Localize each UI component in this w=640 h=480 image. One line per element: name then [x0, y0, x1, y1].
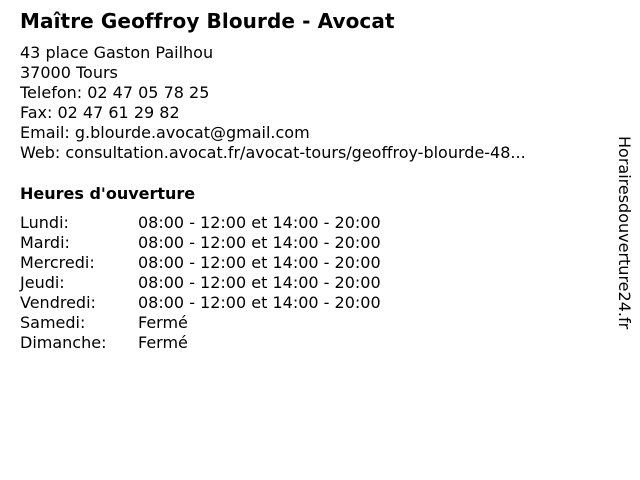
hours-row-saturday	[20, 313, 381, 333]
business-name: Maître Geoffroy Blourde - Avocat	[20, 9, 395, 33]
day-label: Jeudi:	[20, 273, 65, 292]
email-line: Email: g.blourde.avocat@gmail.com	[20, 123, 310, 142]
contact-info	[20, 43, 526, 163]
day-label: Mardi:	[20, 233, 70, 252]
hours-row-wednesday	[20, 253, 381, 273]
time-value: Fermé	[138, 313, 188, 332]
time-value: 08:00 - 12:00 et 14:00 - 20:00	[138, 273, 381, 292]
time-value: 08:00 - 12:00 et 14:00 - 20:00	[138, 233, 381, 252]
hours-row-sunday	[20, 333, 381, 353]
time-value: 08:00 - 12:00 et 14:00 - 20:00	[138, 293, 381, 312]
time-value: Fermé	[138, 333, 188, 352]
hours-row-thursday	[20, 273, 381, 293]
day-label: Mercredi:	[20, 253, 95, 272]
site-watermark: Horairesdouverture24.fr	[615, 136, 634, 330]
day-label: Lundi:	[20, 213, 69, 232]
hours-row-friday	[20, 293, 381, 313]
hours-row-monday	[20, 213, 381, 233]
fax-line: Fax: 02 47 61 29 82	[20, 103, 180, 122]
address-line-2: 37000 Tours	[20, 63, 118, 82]
web-line: Web: consultation.avocat.fr/avocat-tours/geoffroy-blourde-48...	[20, 143, 526, 162]
address-line-1: 43 place Gaston Pailhou	[20, 43, 214, 62]
phone-line: Telefon: 02 47 05 78 25	[20, 83, 210, 102]
hours-row-tuesday	[20, 233, 381, 253]
time-value: 08:00 - 12:00 et 14:00 - 20:00	[138, 253, 381, 272]
opening-hours-table	[20, 213, 381, 353]
day-label: Dimanche:	[20, 333, 107, 352]
day-label: Vendredi:	[20, 293, 96, 312]
day-label: Samedi:	[20, 313, 86, 332]
time-value: 08:00 - 12:00 et 14:00 - 20:00	[138, 213, 381, 232]
opening-hours-heading: Heures d'ouverture	[20, 184, 196, 203]
